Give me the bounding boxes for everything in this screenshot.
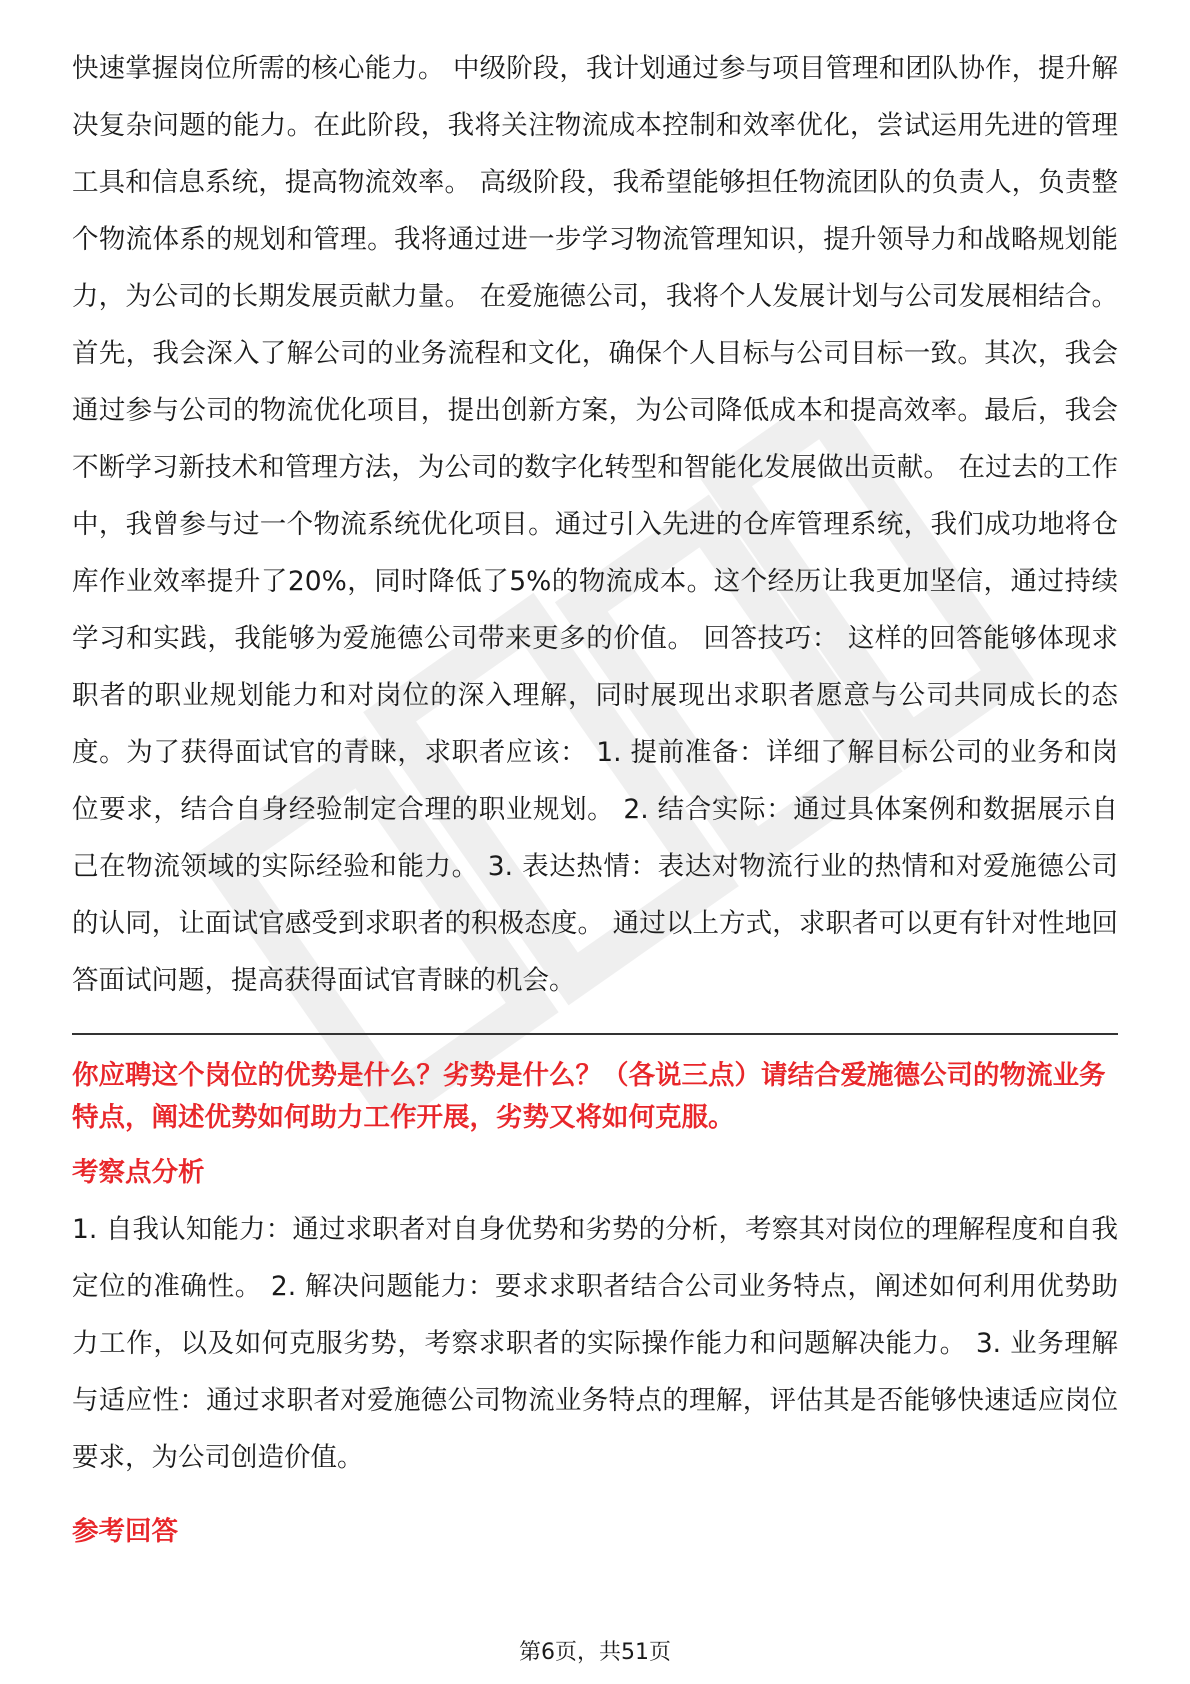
analysis-paragraph: 1. 自我认知能力：通过求职者对自身优势和劣势的分析，考察其对岗位的理解程度和自我定位的准确性。 2. 解决问题能力：要求求职者结合公司业务特点，阐述如何利用优势助力工作，以及如何克服劣势，考察求职者的实际操作能力和问题解决能力。 3. 业务理解与适应性：通过求职者对爱施德公司物流业务特点的理解，评估其是否能够快速适应岗位要求，为公司创造价值。: [72, 1214, 1118, 1473]
reference-answer-heading: 参考回答: [72, 1516, 178, 1547]
interview-question: 你应聘这个岗位的优势是什么？劣势是什么？（各说三点）请结合爱施德公司的物流业务特点，阐述优势如何助力工作开展，劣势又将如何克服。: [72, 1060, 1106, 1133]
page-footer: 第6页，共51页: [519, 1640, 671, 1665]
document-page: [72, 40, 1118, 1560]
analysis-heading: 考察点分析: [72, 1157, 205, 1188]
body-paragraph: 快速掌握岗位所需的核心能力。 中级阶段，我计划通过参与项目管理和团队协作，提升解决复杂问题的能力。在此阶段，我将关注物流成本控制和效率优化，尝试运用先进的管理工具和信息系统，提高物流效率。 高级阶段，我希望能够担任物流团队的负责人，负责整个物流体系的规划和管理。我将通过进一步学习物流管理知识，提升领导力和战略规划能力，为公司的长期发展贡献力量。 在爱施德公司，我将个人发展计划与公司发展相结合。首先，我会深入了解公司的业务流程和文化，确保个人目标与公司目标一致。其次，我会通过参与公司的物流优化项目，提出创新方案，为公司降低成本和提高效率。最后，我会不断学习新技术和管理方法，为公司的数字化转型和智能化发展做出贡献。 在过去的工作中，我曾参与过一个物流系统优化项目。通过引入先进的仓库管理系统，我们成功地将仓库作业效率提升了20%，同时降低了5%的物流成本。这个经历让我更加坚信，通过持续学习和实践，我能够为爱施德公司带来更多的价值。 回答技巧： 这样的回答能够体现求职者的职业规划能力和对岗位的深入理解，同时展现出求职者愿意与公司共同成长的态度。为了获得面试官的青睐，求职者应该： 1. 提前准备：详细了解目标公司的业务和岗位要求，结合自身经验制定合理的职业规划。 2. 结合实际：通过具体案例和数据展示自己在物流领域的实际经验和能力。 3. 表达热情：表达对物流行业的热情和对爱施德公司的认同，让面试官感受到求职者的积极态度。 通过以上方式，求职者可以更有针对性地回答面试问题，提高获得面试官青睐的机会。: [72, 53, 1118, 996]
section-divider: [72, 1033, 1118, 1035]
